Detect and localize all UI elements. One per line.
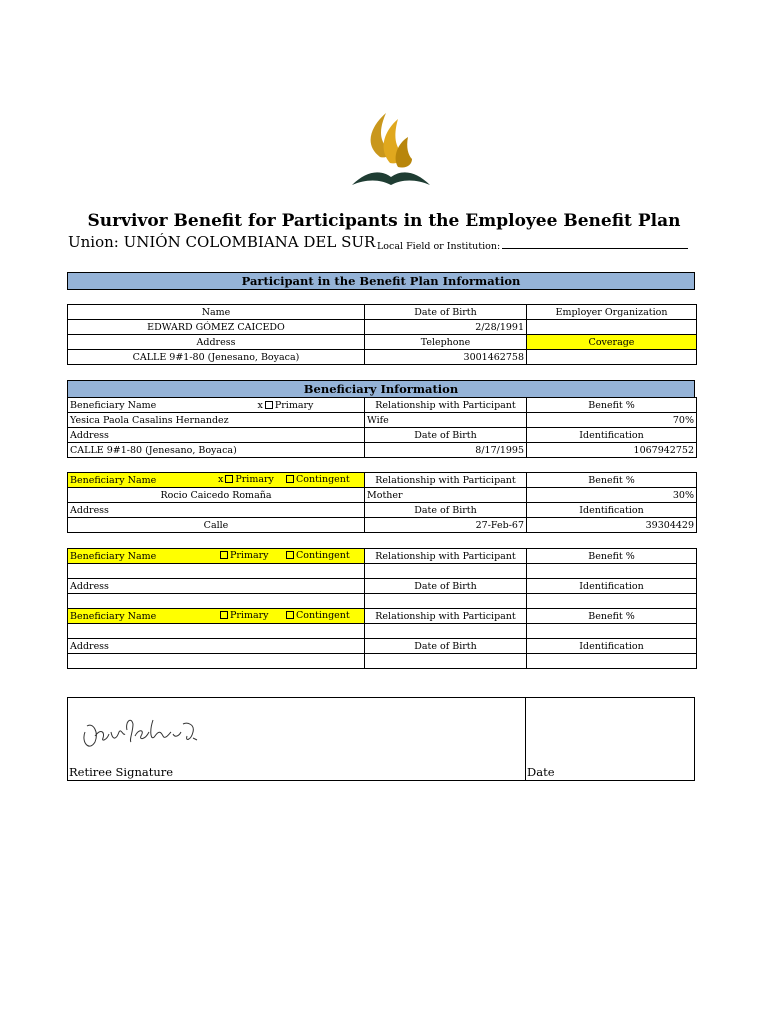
beneficiary-2-primary-checkbox[interactable] (225, 475, 233, 483)
beneficiary-1-primary-option[interactable] (258, 399, 314, 412)
beneficiary-4-id-label: Identification (527, 639, 697, 654)
beneficiary-3-name-value[interactable] (68, 564, 365, 579)
beneficiary-2-relationship-value[interactable]: Mother (365, 488, 527, 503)
beneficiary-3-address-label: Address (68, 579, 365, 594)
participant-employer-value[interactable] (527, 320, 697, 335)
beneficiary-1-table (67, 397, 697, 458)
beneficiary-1-id-label: Identification (527, 428, 697, 443)
beneficiary-3-dob-label: Date of Birth (365, 579, 527, 594)
beneficiary-1-benefit-value[interactable]: 70% (527, 413, 697, 428)
beneficiary-3-table (67, 548, 697, 609)
handwritten-signature (75, 702, 207, 758)
beneficiary-2-primary-label: Primary (235, 474, 274, 485)
beneficiary-2-id-value[interactable]: 39304429 (527, 518, 697, 533)
beneficiary-4-dob-value[interactable] (365, 654, 527, 669)
signature-divider (525, 697, 526, 781)
union-name: Union: UNIÓN COLOMBIANA DEL SUR (68, 233, 376, 251)
beneficiary-4-primary-label: Primary (230, 610, 269, 621)
beneficiary-2-address-value[interactable]: Calle (68, 518, 365, 533)
beneficiary-3-relationship-label: Relationship with Participant (365, 549, 527, 564)
page-title: Survivor Benefit for Participants in the Employee Benefit Plan (87, 211, 681, 231)
beneficiary-4-primary-option[interactable] (218, 609, 269, 622)
logo-flame-right (396, 137, 412, 168)
participant-name-value[interactable]: EDWARD GÓMEZ CAICEDO (68, 320, 365, 335)
local-field-text: Local Field or Institution: (377, 241, 501, 252)
beneficiary-1-primary-checkbox[interactable] (265, 401, 273, 409)
beneficiary-4-address-value[interactable] (68, 654, 365, 669)
beneficiary-4-benefit-label: Benefit % (527, 609, 697, 624)
beneficiary-3-dob-value[interactable] (365, 594, 527, 609)
logo-book (352, 172, 430, 185)
participant-coverage-value[interactable] (527, 350, 697, 365)
participant-section-header: Participant in the Benefit Plan Information (67, 272, 695, 290)
beneficiary-3-header-cell (68, 549, 365, 564)
beneficiary-2-dob-label: Date of Birth (365, 503, 527, 518)
beneficiary-1-benefit-label: Benefit % (527, 398, 697, 413)
beneficiary-3-address-value[interactable] (68, 594, 365, 609)
beneficiary-3-contingent-option[interactable] (284, 549, 350, 562)
beneficiary-4-name-value[interactable] (68, 624, 365, 639)
local-field-input-line[interactable] (502, 239, 688, 249)
beneficiary-3-relationship-value[interactable] (365, 564, 527, 579)
beneficiary-1-primary-label: Primary (274, 399, 314, 411)
beneficiary-2-contingent-option[interactable] (284, 473, 350, 486)
participant-name-label: Name (68, 305, 365, 320)
beneficiary-1-dob-value[interactable]: 8/17/1995 (365, 443, 527, 458)
participant-telephone-value[interactable]: 3001462758 (365, 350, 527, 365)
beneficiary-4-primary-checkbox[interactable] (220, 611, 228, 619)
church-flame-logo (348, 105, 434, 189)
beneficiary-3-id-value[interactable] (527, 594, 697, 609)
beneficiary-4-relationship-value[interactable] (365, 624, 527, 639)
beneficiary-3-id-label: Identification (527, 579, 697, 594)
beneficiary-2-name-value[interactable]: Rocio Caicedo Romaña (68, 488, 365, 503)
beneficiary-4-id-value[interactable] (527, 654, 697, 669)
beneficiary-2-header-cell (68, 473, 365, 488)
beneficiary-3-contingent-checkbox[interactable] (286, 551, 294, 559)
beneficiary-2-primary-option[interactable] (218, 473, 274, 486)
participant-address-label: Address (68, 335, 365, 350)
beneficiary-4-dob-label: Date of Birth (365, 639, 527, 654)
beneficiary-2-contingent-checkbox[interactable] (286, 475, 294, 483)
beneficiary-4-name-label: Beneficiary Name (70, 610, 157, 622)
beneficiary-1-header-cell (68, 398, 365, 413)
beneficiary-2-address-label: Address (68, 503, 365, 518)
beneficiary-4-relationship-label: Relationship with Participant (365, 609, 527, 624)
beneficiary-2-contingent-label: Contingent (296, 474, 350, 485)
beneficiary-3-primary-checkbox[interactable] (220, 551, 228, 559)
beneficiary-3-benefit-value[interactable] (527, 564, 697, 579)
beneficiary-1-id-value[interactable]: 1067942752 (527, 443, 697, 458)
beneficiary-3-contingent-label: Contingent (296, 550, 350, 561)
signature-date-label: Date (527, 765, 555, 779)
beneficiary-2-id-label: Identification (527, 503, 697, 518)
beneficiary-4-header-cell (68, 609, 365, 624)
beneficiary-2-table (67, 472, 697, 533)
beneficiary-2-x-mark: x (218, 474, 224, 485)
participant-employer-label: Employer Organization (527, 305, 697, 320)
beneficiary-4-table (67, 608, 697, 669)
beneficiary-1-x-mark: x (257, 399, 263, 411)
beneficiary-2-name-label: Beneficiary Name (70, 474, 157, 486)
beneficiary-3-primary-label: Primary (230, 550, 269, 561)
beneficiary-4-contingent-option[interactable] (284, 609, 350, 622)
beneficiary-3-name-label: Beneficiary Name (70, 550, 157, 562)
beneficiary-1-dob-label: Date of Birth (365, 428, 527, 443)
participant-table (67, 304, 697, 365)
participant-dob-label: Date of Birth (365, 305, 527, 320)
beneficiary-4-contingent-checkbox[interactable] (286, 611, 294, 619)
beneficiary-4-benefit-value[interactable] (527, 624, 697, 639)
beneficiary-1-relationship-label: Relationship with Participant (365, 398, 527, 413)
local-field-label (377, 239, 688, 252)
retiree-signature-label: Retiree Signature (69, 765, 174, 779)
beneficiary-4-address-label: Address (68, 639, 365, 654)
beneficiary-section-header: Beneficiary Information (67, 380, 695, 398)
beneficiary-1-address-label: Address (68, 428, 365, 443)
participant-coverage-label: Coverage (527, 335, 697, 350)
participant-address-value[interactable]: CALLE 9#1-80 (Jenesano, Boyaca) (68, 350, 365, 365)
beneficiary-1-relationship-value[interactable]: Wife (365, 413, 527, 428)
beneficiary-1-name-label: Beneficiary Name (70, 399, 157, 411)
beneficiary-1-address-value[interactable]: CALLE 9#1-80 (Jenesano, Boyaca) (68, 443, 365, 458)
beneficiary-3-primary-option[interactable] (218, 549, 269, 562)
beneficiary-2-benefit-label: Benefit % (527, 473, 697, 488)
beneficiary-1-name-value[interactable]: Yesica Paola Casalins Hernandez (68, 413, 365, 428)
beneficiary-3-benefit-label: Benefit % (527, 549, 697, 564)
beneficiary-2-dob-value[interactable]: 27-Feb-67 (365, 518, 527, 533)
beneficiary-2-benefit-value[interactable]: 30% (527, 488, 697, 503)
beneficiary-4-contingent-label: Contingent (296, 610, 350, 621)
participant-telephone-label: Telephone (365, 335, 527, 350)
beneficiary-2-relationship-label: Relationship with Participant (365, 473, 527, 488)
participant-dob-value[interactable]: 2/28/1991 (365, 320, 527, 335)
